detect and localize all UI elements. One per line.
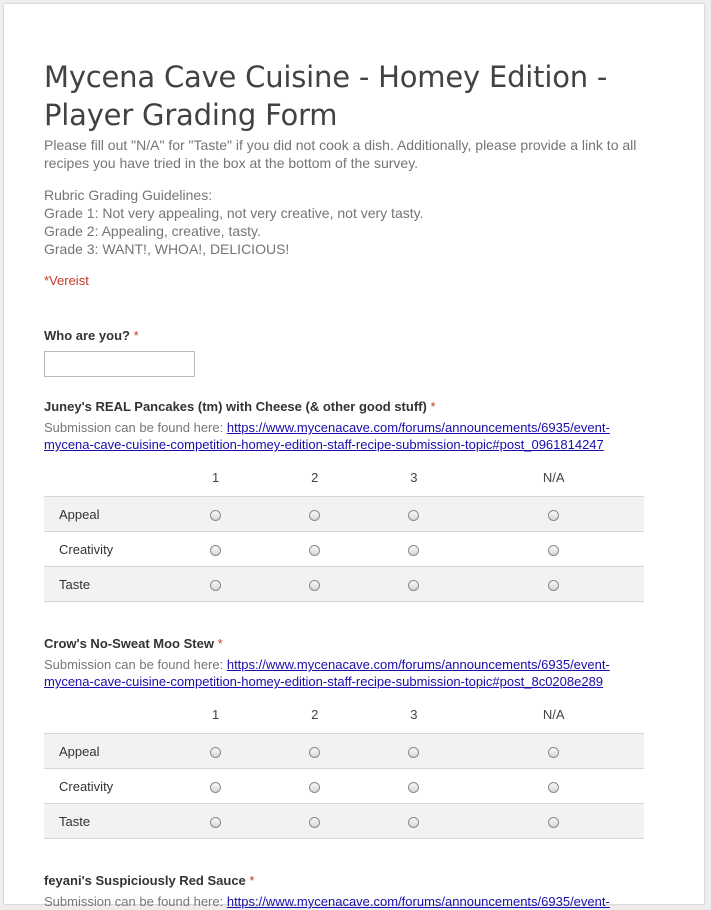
grid-column-header: 1 [211, 706, 220, 722]
grid-row-appeal [44, 734, 644, 769]
who-input[interactable] [44, 351, 195, 377]
form-description [44, 136, 644, 258]
description-text: Please fill out "N/A" for "Taste" if you did not cook a dish. Additionally, please provide a link to all recipes you have tried in the box at the bottom of the survey. [44, 137, 637, 171]
form-content [44, 58, 644, 910]
radio-button[interactable] [548, 747, 559, 758]
link-line: mycena-cave-cuisine-competition-homey-edition-staff-recipe-submission-topic#post_8c0208e289 [44, 674, 604, 689]
required-marker: * [249, 873, 255, 888]
question-grid [44, 873, 644, 910]
guideline-line: Rubric Grading Guidelines: [44, 187, 213, 203]
grid-row-label: Taste [44, 804, 166, 839]
radio-button[interactable] [210, 782, 221, 793]
question-grid [44, 636, 644, 839]
radio-button[interactable] [408, 510, 419, 521]
grid-row-taste [44, 804, 644, 839]
grid-corner [44, 695, 166, 734]
grid-column-header: 2 [311, 469, 319, 485]
grid-row-appeal [44, 497, 644, 532]
radio-button[interactable] [408, 545, 419, 556]
radio-button[interactable] [548, 510, 559, 521]
grid-row-label: Creativity [44, 769, 166, 804]
grid-row-label: Creativity [44, 532, 166, 567]
radio-button[interactable] [309, 510, 320, 521]
radio-button[interactable] [210, 545, 221, 556]
radio-button[interactable] [309, 747, 320, 758]
grid-column-header: N/A [542, 469, 565, 485]
question-label: feyani's Suspiciously Red Sauce [44, 873, 246, 888]
guideline-line: Grade 2: Appealing, creative, tasty. [44, 223, 261, 239]
required-marker: * [217, 636, 223, 651]
grid-header-row [44, 695, 644, 734]
question-help [44, 419, 644, 453]
link-line: https://www.mycenacave.com/forums/announcements/6935/event- [226, 420, 610, 435]
radio-button[interactable] [408, 580, 419, 591]
grid-corner [44, 458, 166, 497]
link-line: https://www.mycenacave.com/forums/announcements/6935/event- [226, 894, 610, 909]
radio-button[interactable] [309, 580, 320, 591]
radio-button[interactable] [309, 817, 320, 828]
radio-button[interactable] [309, 782, 320, 793]
question-title [44, 873, 644, 888]
grid-column-header: N/A [542, 706, 565, 722]
grid-header-row [44, 458, 644, 497]
grid-column-header: 3 [410, 469, 418, 485]
help-prefix: Submission can be found here: [44, 420, 227, 435]
radio-button[interactable] [210, 747, 221, 758]
question-grid [44, 399, 644, 602]
form-card [4, 4, 704, 909]
rating-grid [44, 458, 644, 602]
radio-button[interactable] [210, 817, 221, 828]
radio-button[interactable] [210, 580, 221, 591]
guideline-line: Grade 3: WANT!, WHOA!, DELICIOUS! [44, 241, 290, 257]
rubric-guidelines [44, 186, 644, 258]
required-note: *Vereist [44, 273, 89, 288]
radio-button[interactable] [548, 817, 559, 828]
link-line: mycena-cave-cuisine-competition-homey-edition-staff-recipe-submission-topic#post_0961814247 [44, 437, 604, 452]
grid-column-header: 3 [410, 706, 418, 722]
radio-button[interactable] [408, 817, 419, 828]
grid-row-creativity [44, 532, 644, 567]
grid-column-header: 1 [211, 469, 220, 485]
question-help [44, 656, 644, 690]
radio-button[interactable] [408, 782, 419, 793]
submission-link[interactable] [227, 894, 610, 909]
required-marker: * [430, 399, 436, 414]
radio-button[interactable] [408, 747, 419, 758]
question-title [44, 328, 644, 343]
help-prefix: Submission can be found here: [44, 657, 227, 672]
radio-button[interactable] [210, 510, 221, 521]
grid-column-header: 2 [311, 706, 319, 722]
help-prefix: Submission can be found here: [44, 894, 227, 909]
question-who [44, 328, 644, 377]
question-label: Crow's No-Sweat Moo Stew [44, 636, 214, 651]
grid-row-label: Appeal [44, 497, 166, 532]
radio-button[interactable] [309, 545, 320, 556]
grid-row-label: Taste [44, 567, 166, 602]
rating-grid [44, 695, 644, 839]
question-label: Who are you? [44, 328, 130, 343]
radio-button[interactable] [548, 580, 559, 591]
question-title [44, 399, 644, 414]
question-help [44, 893, 644, 910]
question-title [44, 636, 644, 651]
grid-row-taste [44, 567, 644, 602]
form-title: Mycena Cave Cuisine - Homey Edition - Player Grading Form [44, 60, 608, 132]
required-marker: * [133, 328, 139, 343]
question-label: Juney's REAL Pancakes (tm) with Cheese (& other good stuff) [44, 399, 427, 414]
grid-row-creativity [44, 769, 644, 804]
grid-row-label: Appeal [44, 734, 166, 769]
radio-button[interactable] [548, 545, 559, 556]
radio-button[interactable] [548, 782, 559, 793]
guideline-line: Grade 1: Not very appealing, not very creative, not very tasty. [44, 205, 424, 221]
link-line: https://www.mycenacave.com/forums/announcements/6935/event- [226, 657, 610, 672]
